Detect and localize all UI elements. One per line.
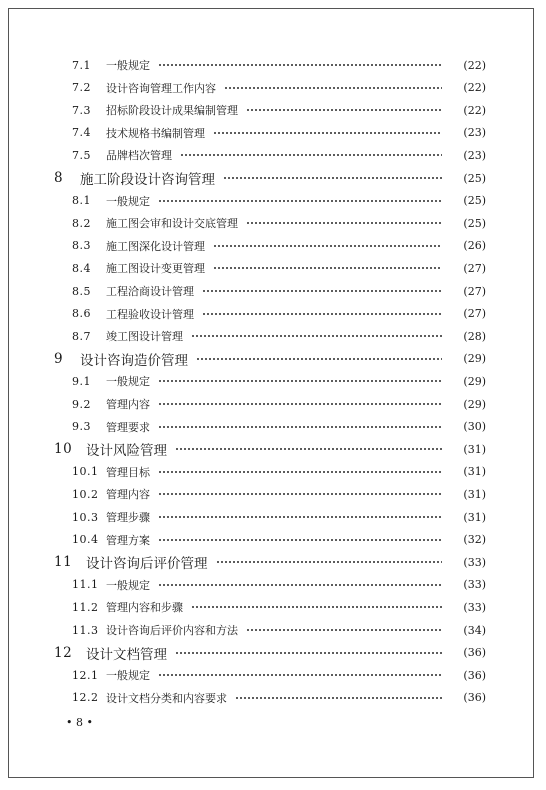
toc-section-entry [0, 191, 546, 211]
toc-entry-page: (31) [463, 487, 486, 501]
toc-section-entry [0, 100, 546, 120]
toc-leader-dots [158, 471, 442, 473]
toc-leader-dots [191, 335, 442, 337]
toc-entry-number: 11.1 [72, 578, 99, 592]
toc-entry-number: 11.2 [72, 600, 99, 614]
toc-entry-page: (28) [463, 329, 486, 343]
toc-section-entry [0, 145, 546, 165]
toc-entry-number: 12.2 [72, 691, 99, 705]
toc-entry-page: (22) [463, 81, 486, 95]
toc-leader-dots [158, 674, 442, 676]
toc-entry-title: 设计咨询后评价管理 [86, 556, 208, 573]
toc-leader-dots [216, 561, 443, 563]
toc-entry-number: 11 [54, 554, 73, 571]
toc-entry-number: 7.3 [72, 103, 91, 117]
toc-entry-page: (27) [463, 307, 486, 321]
toc-leader-dots [158, 426, 442, 428]
toc-section-entry [0, 665, 546, 685]
toc-entry-title: 设计文档管理 [86, 646, 167, 663]
toc-entry-page: (22) [463, 58, 486, 72]
toc-entry-number: 8.3 [72, 239, 91, 253]
toc-leader-dots [246, 109, 442, 111]
toc-entry-title: 工程洽商设计管理 [106, 285, 194, 298]
toc-entry-page: (25) [463, 216, 486, 230]
toc-section-entry [0, 530, 546, 550]
toc-section-entry [0, 507, 546, 527]
toc-chapter-entry [0, 643, 546, 663]
toc-chapter-entry [0, 349, 546, 369]
toc-entry-number: 10.1 [72, 465, 99, 479]
toc-entry-title: 施工图深化设计管理 [106, 239, 205, 253]
toc-leader-dots [246, 629, 442, 631]
toc-entry-number: 8.4 [72, 261, 91, 275]
toc-entry-title: 招标阶段设计成果编制管理 [106, 104, 238, 118]
toc-entry-number: 8 [54, 170, 64, 186]
toc-leader-dots [202, 313, 442, 315]
toc-leader-dots [158, 200, 442, 202]
toc-entry-number: 8.2 [72, 216, 91, 230]
toc-entry-page: (30) [463, 420, 486, 434]
toc-leader-dots [246, 222, 442, 224]
toc-entry-page: (23) [463, 148, 486, 162]
toc-entry-page: (29) [463, 374, 486, 388]
toc-entry-page: (31) [463, 442, 486, 456]
toc-section-entry [0, 213, 546, 233]
page-number: • 8 • [66, 716, 93, 729]
toc-entry-title: 管理内容和步骤 [106, 601, 183, 615]
toc-entry-page: (36) [463, 668, 486, 682]
toc-section-entry [0, 371, 546, 391]
toc-entry-page: (33) [463, 600, 486, 614]
toc-leader-dots [158, 380, 442, 382]
toc-leader-dots [213, 245, 442, 247]
toc-entry-number: 11.3 [72, 623, 99, 637]
toc-section-entry [0, 55, 546, 75]
toc-entry-number: 10.3 [72, 510, 99, 524]
toc-leader-dots [158, 493, 442, 495]
toc-entry-title: 设计咨询后评价内容和方法 [106, 624, 238, 637]
toc-leader-dots [158, 64, 442, 66]
toc-entry-page: (25) [463, 171, 486, 185]
toc-entry-page: (27) [463, 284, 486, 298]
toc-section-entry [0, 620, 546, 640]
toc-leader-dots [175, 448, 442, 450]
toc-entry-title: 设计咨询造价管理 [80, 352, 188, 369]
toc-entry-title: 设计文档分类和内容要求 [106, 691, 227, 705]
toc-section-entry [0, 417, 546, 437]
toc-entry-title: 品牌档次管理 [106, 149, 172, 163]
toc-entry-title: 技术规格书编制管理 [106, 126, 205, 140]
toc-chapter-entry [0, 439, 546, 459]
toc-section-entry [0, 281, 546, 301]
toc-entry-title: 设计风险管理 [86, 443, 167, 460]
toc-entry-number: 9.2 [72, 397, 91, 411]
toc-leader-dots [158, 539, 442, 541]
toc-entry-title: 施工图会审和设计交底管理 [106, 217, 238, 231]
toc-entry-number: 7.5 [72, 148, 91, 162]
toc-entry-number: 9.1 [72, 374, 91, 388]
toc-entry-page: (29) [463, 397, 486, 411]
toc-entry-title: 施工阶段设计咨询管理 [80, 172, 215, 188]
toc-entry-title: 管理内容 [106, 488, 150, 502]
toc-entry-number: 10 [54, 441, 73, 458]
toc-entry-number: 7.1 [72, 58, 91, 72]
toc-entry-title: 一般规定 [106, 669, 150, 683]
toc-entry-page: (31) [463, 465, 486, 479]
toc-entry-number: 8.5 [72, 284, 91, 298]
toc-chapter-entry [0, 168, 546, 188]
toc-section-entry [0, 688, 546, 708]
toc-entry-number: 7.2 [72, 81, 91, 95]
toc-entry-title: 一般规定 [106, 578, 150, 592]
toc-section-entry [0, 258, 546, 278]
toc-section-entry [0, 484, 546, 504]
toc-leader-dots [223, 177, 442, 179]
toc-entry-number: 9.3 [72, 420, 91, 434]
toc-entry-page: (31) [463, 510, 486, 524]
toc-section-entry [0, 123, 546, 143]
toc-entry-page: (27) [463, 261, 486, 275]
toc-entry-page: (34) [463, 623, 486, 637]
toc-leader-dots [180, 154, 442, 156]
toc-entry-page: (26) [463, 239, 486, 253]
toc-entry-page: (33) [463, 578, 486, 592]
toc-entry-page: (33) [463, 555, 486, 569]
toc-entry-title: 工程验收设计管理 [106, 307, 194, 321]
toc-section-entry [0, 78, 546, 98]
toc-leader-dots [191, 606, 442, 608]
toc-leader-dots [235, 697, 442, 699]
toc-entry-title: 施工图设计变更管理 [106, 262, 205, 276]
toc-section-entry [0, 462, 546, 482]
toc-chapter-entry [0, 552, 546, 572]
toc-section-entry [0, 575, 546, 595]
toc-entry-number: 9 [54, 350, 64, 367]
toc-entry-title: 管理目标 [106, 465, 150, 479]
toc-entry-title: 一般规定 [106, 59, 150, 72]
toc-entry-number: 10.2 [72, 487, 99, 501]
toc-leader-dots [224, 87, 442, 89]
toc-entry-title: 设计咨询管理工作内容 [106, 81, 216, 95]
toc-leader-dots [158, 584, 442, 586]
toc-section-entry [0, 394, 546, 414]
toc-entry-number: 12 [54, 644, 73, 661]
toc-entry-title: 管理步骤 [106, 511, 150, 524]
toc-section-entry [0, 597, 546, 617]
toc-entry-title: 竣工图设计管理 [106, 330, 183, 344]
toc-leader-dots [202, 290, 442, 292]
toc-leader-dots [213, 132, 442, 134]
toc-entry-page: (32) [463, 533, 486, 547]
toc-entry-number: 8.1 [72, 194, 91, 208]
toc-entry-page: (29) [463, 352, 486, 366]
toc-entry-number: 8.7 [72, 329, 91, 343]
toc-leader-dots [175, 652, 442, 654]
toc-entry-title: 一般规定 [106, 194, 150, 208]
toc-entry-page: (36) [463, 646, 486, 660]
toc-section-entry [0, 304, 546, 324]
toc-entry-title: 管理要求 [106, 420, 150, 434]
toc-section-entry [0, 236, 546, 256]
toc-entry-page: (23) [463, 126, 486, 140]
toc-leader-dots [213, 267, 442, 269]
toc-entry-number: 10.4 [72, 533, 99, 547]
toc-leader-dots [158, 403, 442, 405]
toc-entry-number: 7.4 [72, 126, 91, 140]
toc-leader-dots [196, 358, 442, 360]
toc-entry-title: 管理方案 [106, 533, 150, 547]
toc-entry-page: (22) [463, 103, 486, 117]
toc-entry-number: 12.1 [72, 668, 99, 682]
toc-entry-page: (25) [463, 194, 486, 208]
toc-leader-dots [158, 516, 442, 518]
toc-entry-number: 8.6 [72, 307, 91, 321]
toc-section-entry [0, 326, 546, 346]
toc-entry-title: 一般规定 [106, 375, 150, 389]
toc-entry-title: 管理内容 [106, 398, 150, 411]
toc-entry-page: (36) [463, 691, 486, 705]
